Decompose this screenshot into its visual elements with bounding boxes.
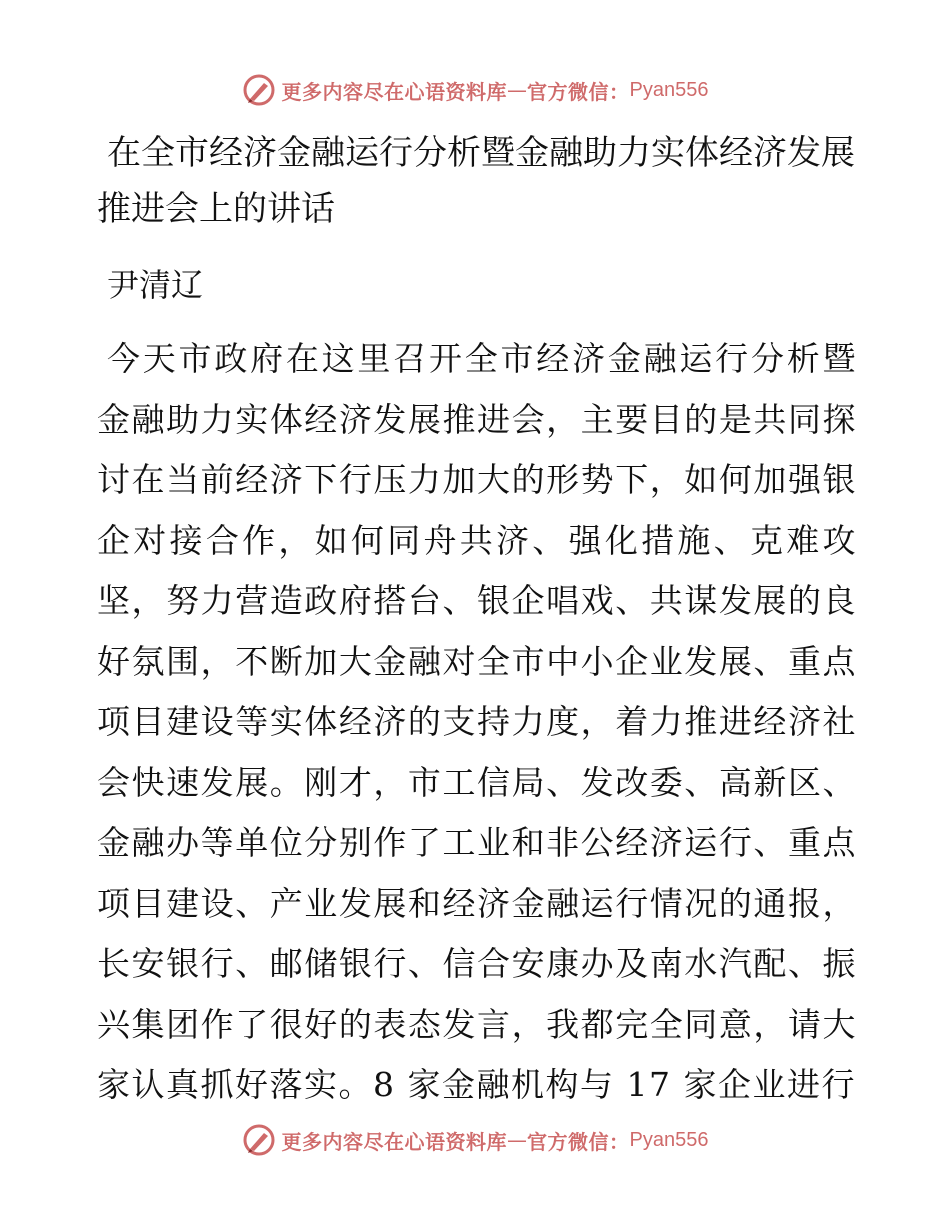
watermark-separator: — [507,78,528,102]
document-paragraph: 今天市政府在这里召开全市经济金融运行分析暨金融助力实体经济发展推进会，主要目的是共同探讨在当前经济下行压力加大的形势下，如何加强银企对接合作，如何同舟共济、强化措施、克难攻坚，努力营造政府搭台、银企唱戏、共谋发展的良好氛围，不断加大金融对全市中小企业发展、重点项目建设等实体经济的支持力度，着力推进经济社会快速发展。刚才，市工信局、发改委、高新区、金融办等单位分别作了工业和非公经济运行、重点项目建设、产业发展和经济金融运行情况的通报，长安银行、邮储银行、信合安康办及南水汽配、振兴集团作了很好的表态发言，我都完全同意，请大家认真抓好落实。8 家金融机构与 17 家企业进行 [97,339,857,1104]
pen-logo-icon [242,1123,276,1157]
watermark-text: 更多内容尽在心语资料库 [281,1129,508,1154]
header-watermark [0,70,950,110]
watermark-wechat-id: Pyan556 [629,78,709,101]
watermark-label: 官方微信： [527,1129,630,1154]
document-title: 在全市经济金融运行分析暨金融助力实体经济发展推进会上的讲话 [97,133,855,229]
watermark-text: 更多内容尽在心语资料库 [281,79,508,104]
pen-logo-icon [242,73,276,107]
watermark-separator: — [507,1128,528,1152]
watermark-label: 官方微信： [527,79,630,104]
document-body [97,120,857,1116]
document-author: 尹清辽 [107,266,204,304]
watermark-wechat-id: Pyan556 [629,1128,709,1151]
footer-watermark [0,1120,950,1160]
